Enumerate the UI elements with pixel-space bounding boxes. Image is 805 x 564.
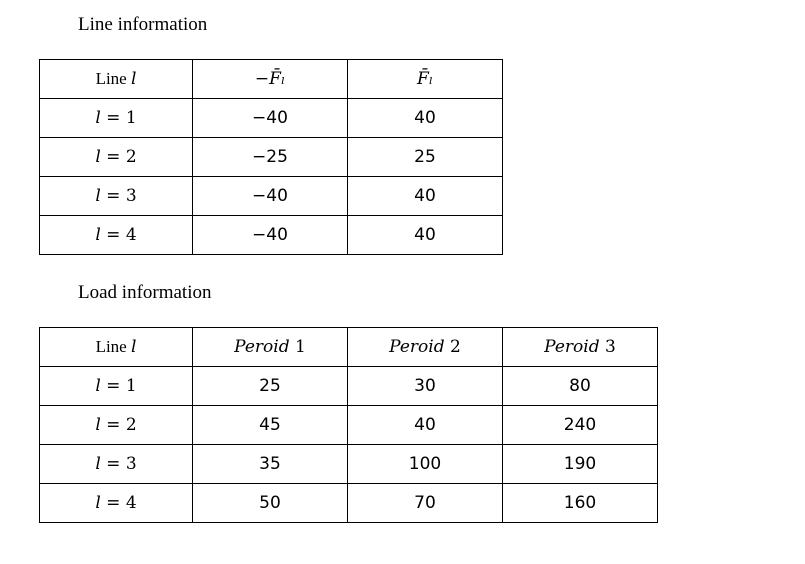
- table-row: [40, 177, 503, 216]
- header-min-flow: −F̄ₗ: [193, 60, 348, 99]
- line-label: [40, 484, 193, 523]
- line-label: [40, 445, 193, 484]
- line-label: [40, 177, 193, 216]
- table-row: [40, 99, 503, 138]
- header-line-text: Line: [95, 337, 131, 356]
- table-header-row: [40, 60, 503, 99]
- period-3-value: 190: [503, 445, 658, 484]
- header-line-var: l: [130, 337, 137, 357]
- line-number: 1: [125, 108, 137, 128]
- line-label: [40, 138, 193, 177]
- line-var: l: [95, 225, 101, 245]
- line-label: [40, 367, 193, 406]
- period-3-value: 80: [503, 367, 658, 406]
- period-3-value: 240: [503, 406, 658, 445]
- table-row: [40, 406, 658, 445]
- table-row: [40, 216, 503, 255]
- table-header-row: [40, 328, 658, 367]
- period-1-value: 25: [193, 367, 348, 406]
- period-3-number: 3: [599, 337, 616, 357]
- period-1-value: 45: [193, 406, 348, 445]
- line-eq: =: [100, 415, 126, 435]
- period-2-value: 100: [348, 445, 503, 484]
- line-var: l: [95, 147, 101, 167]
- period-2-value: 40: [348, 406, 503, 445]
- line-number: 4: [125, 225, 137, 245]
- period-2-word: Peroid: [389, 337, 445, 357]
- line-eq: =: [100, 493, 126, 513]
- line-var: l: [95, 108, 101, 128]
- line-eq: =: [100, 376, 126, 396]
- line-eq: =: [100, 147, 126, 167]
- header-period-2: [348, 328, 503, 367]
- period-2-number: 2: [444, 337, 461, 357]
- header-line: [40, 328, 193, 367]
- line-label: [40, 216, 193, 255]
- load-information-title: Load information: [78, 282, 212, 303]
- line-number: 2: [125, 147, 137, 167]
- min-flow-value: −25: [193, 138, 348, 177]
- line-number: 3: [125, 454, 137, 474]
- table-row: [40, 445, 658, 484]
- period-2-value: 70: [348, 484, 503, 523]
- line-number: 2: [125, 415, 137, 435]
- line-eq: =: [100, 454, 126, 474]
- min-flow-value: −40: [193, 99, 348, 138]
- line-number: 4: [125, 493, 137, 513]
- line-information-table: [39, 59, 503, 255]
- load-information-table: [39, 327, 658, 523]
- header-line-var: l: [130, 69, 137, 89]
- line-eq: =: [100, 108, 126, 128]
- line-var: l: [95, 376, 101, 396]
- max-flow-value: 40: [348, 216, 503, 255]
- period-1-number: 1: [289, 337, 306, 357]
- line-label: [40, 406, 193, 445]
- period-1-value: 50: [193, 484, 348, 523]
- max-flow-value: 40: [348, 99, 503, 138]
- period-3-word: Peroid: [544, 337, 600, 357]
- table-row: [40, 484, 658, 523]
- line-var: l: [95, 454, 101, 474]
- line-number: 1: [125, 376, 137, 396]
- max-flow-value: 40: [348, 177, 503, 216]
- table-row: [40, 367, 658, 406]
- min-flow-value: −40: [193, 216, 348, 255]
- header-line: [40, 60, 193, 99]
- line-var: l: [95, 493, 101, 513]
- line-var: l: [95, 186, 101, 206]
- period-2-value: 30: [348, 367, 503, 406]
- period-1-value: 35: [193, 445, 348, 484]
- header-period-1: [193, 328, 348, 367]
- line-var: l: [95, 415, 101, 435]
- header-max-flow: F̄ₗ: [348, 60, 503, 99]
- max-flow-value: 25: [348, 138, 503, 177]
- period-1-word: Peroid: [234, 337, 290, 357]
- period-3-value: 160: [503, 484, 658, 523]
- table-row: [40, 138, 503, 177]
- line-eq: =: [100, 186, 126, 206]
- header-period-3: [503, 328, 658, 367]
- line-label: [40, 99, 193, 138]
- line-number: 3: [125, 186, 137, 206]
- line-eq: =: [100, 225, 126, 245]
- min-flow-value: −40: [193, 177, 348, 216]
- header-line-text: Line: [95, 69, 131, 88]
- line-information-title: Line information: [78, 14, 208, 35]
